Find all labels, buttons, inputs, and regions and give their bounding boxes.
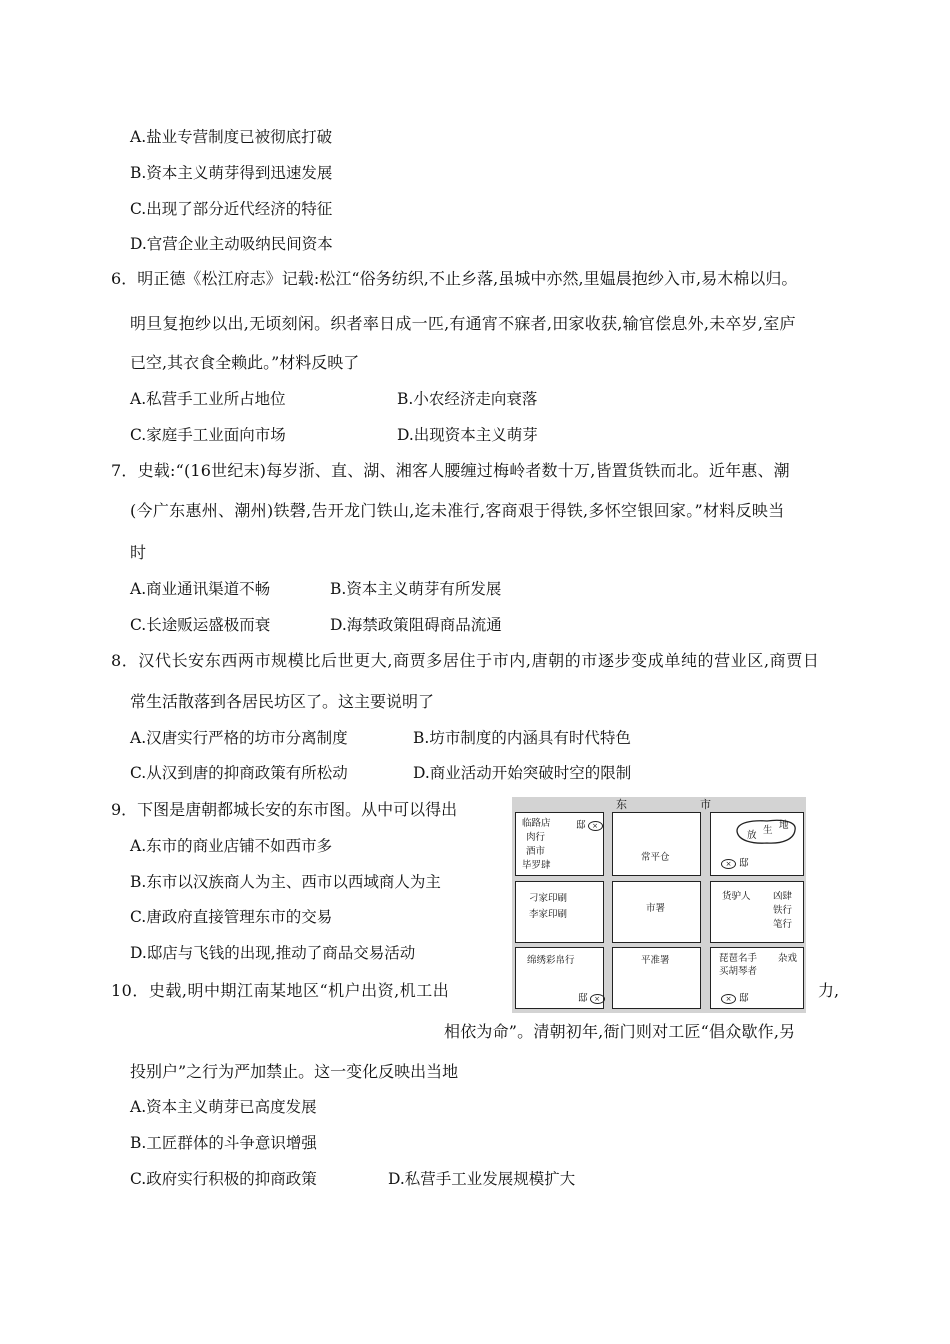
label-huolvren: 货驴人 xyxy=(722,891,751,902)
q5-option-b: B.资本主义萌芽得到迅速发展 xyxy=(130,164,333,182)
di-label: 邸 xyxy=(739,858,749,869)
label-changpingcang: 常平仓 xyxy=(641,852,670,863)
label-di: 地 xyxy=(779,820,789,831)
di-label: 邸 xyxy=(739,993,749,1004)
q7-stem-line3: 时 xyxy=(130,543,147,562)
q6-stem-line2: 明旦复抱纱以出,无顷刻闲。织者率日成一匹,有通宵不寐者,田家收获,输官偿息外,未卒岁,室庐 xyxy=(130,314,796,333)
block-changpingcang xyxy=(612,812,701,876)
label-pingzhunshu: 平准署 xyxy=(641,955,670,966)
label-tiehang: 铁行 xyxy=(773,905,793,916)
map-title-market: 市 xyxy=(700,798,711,811)
q8-option-a: A.汉唐实行严格的坊市分离制度 xyxy=(130,729,348,747)
di-label: 邸 xyxy=(576,820,586,831)
q7-option-a: A.商业通讯渠道不畅 xyxy=(130,580,271,598)
q7-stem-line2: (今广东惠州、潮州)铁磬,告开龙门铁山,迄未准行,客商艰于得铁,多怀空银回家。”材料反映当 xyxy=(130,501,785,520)
q10-stem-line1a: 10．史载,明中期江南某地区“机户出资,机工出 xyxy=(111,981,450,1000)
q10-option-a: A.资本主义萌芽已高度发展 xyxy=(130,1098,317,1116)
q5-option-c: C.出现了部分近代经济的特征 xyxy=(130,200,333,218)
q8-stem-line1: 8．汉代长安东西两市规模比后世更大,商贾多居住于市内,唐朝的市逐步变成单纯的营业区,商贾日 xyxy=(111,651,820,670)
didian-symbol-icon: × xyxy=(721,994,736,1004)
label-diaojia-printing: 刁家印刷 xyxy=(529,893,568,904)
didian-marker xyxy=(721,857,749,870)
q9-stem: 9．下图是唐朝都城长安的东市图。从中可以得出 xyxy=(111,800,458,819)
q10-stem-line1b: 力, xyxy=(818,981,840,1000)
q6-option-d: D.出现资本主义萌芽 xyxy=(397,426,538,444)
label-zaxi: 杂戏 xyxy=(778,953,798,964)
label-pipa-mingshou: 琵琶名手 xyxy=(719,953,758,964)
q6-stem-line1: 6．明正德《松江府志》记载:松江“俗务纺织,不止乡落,虽城中亦然,里媪晨抱纱入市,易木棉以归。 xyxy=(111,269,798,288)
q9-option-b: B.东市以汉族商人为主、西市以西域商人为主 xyxy=(130,873,441,891)
q9-option-d: D.邸店与飞钱的出现,推动了商品交易活动 xyxy=(130,944,416,962)
block-linludian xyxy=(515,812,604,876)
q6-option-b: B.小农经济走向衰落 xyxy=(397,390,538,408)
q7-option-b: B.资本主义萌芽有所发展 xyxy=(330,580,502,598)
di-label: 邸 xyxy=(578,993,588,1004)
block-shishu xyxy=(612,881,701,943)
q10-stem-line2: 相依为命”。清朝初年,衙门则对工匠“倡众歇作,另 xyxy=(444,1022,796,1041)
q6-stem-line3: 已空,其衣食全赖此。”材料反映了 xyxy=(130,353,360,372)
label-linludian: 临路店 xyxy=(522,818,551,829)
block-pipa xyxy=(710,947,804,1009)
label-bihang: 笔行 xyxy=(773,919,793,930)
q8-stem-line2: 常生活散落到各居民坊区了。这主要说明了 xyxy=(130,692,435,711)
q8-option-c: C.从汉到唐的抑商政策有所松动 xyxy=(130,764,348,782)
label-jinxiu-caibo: 绵绣彩帛行 xyxy=(527,955,575,966)
block-jinxiu xyxy=(515,947,604,1009)
didian-marker xyxy=(578,992,605,1005)
q9-option-c: C.唐政府直接管理东市的交易 xyxy=(130,908,333,926)
q6-option-a: A.私营手工业所占地位 xyxy=(130,390,286,408)
didian-symbol-icon: × xyxy=(588,821,603,831)
label-shishu: 市署 xyxy=(646,903,666,914)
label-mai-huqin: 买胡琴者 xyxy=(719,966,758,977)
q10-option-b: B.工匠群体的斗争意识增强 xyxy=(130,1134,317,1152)
q10-stem-line3: 投别户”之行为严加禁止。这一变化反映出当地 xyxy=(130,1062,459,1081)
q5-option-d: D.官营企业主动吸纳民间资本 xyxy=(130,235,333,253)
q7-option-d: D.海禁政策阻碍商品流通 xyxy=(330,616,502,634)
q10-option-c: C.政府实行积极的抑商政策 xyxy=(130,1170,317,1188)
q9-option-a: A.东市的商业店铺不如西市多 xyxy=(130,837,333,855)
east-market-map xyxy=(512,797,806,1013)
label-xiongsi: 凶肆 xyxy=(773,891,793,902)
label-rouhang: 肉行 xyxy=(526,832,546,843)
map-title-east: 东 xyxy=(616,798,627,811)
didian-marker xyxy=(576,819,603,832)
q7-stem-line1: 7．史载:“(16世纪末)每岁浙、直、湖、湘客人腰缠过梅岭者数十万,皆置货铁而北。近年惠、潮 xyxy=(111,461,790,480)
didian-symbol-icon: × xyxy=(721,859,736,869)
label-biluosi: 毕罗肆 xyxy=(522,860,551,871)
q8-option-b: B.坊市制度的内涵具有时代特色 xyxy=(413,729,631,747)
q10-option-d: D.私营手工业发展规模扩大 xyxy=(388,1170,576,1188)
label-sheng: 生 xyxy=(763,825,773,836)
block-fangshengdi xyxy=(710,812,804,876)
q8-option-d: D.商业活动开始突破时空的限制 xyxy=(413,764,632,782)
label-lijia-printing: 李家印刷 xyxy=(529,909,568,920)
label-jiushi: 酒市 xyxy=(526,846,546,857)
didian-symbol-icon: × xyxy=(590,994,605,1004)
q6-option-c: C.家庭手工业面向市场 xyxy=(130,426,286,444)
q5-option-a: A.盐业专营制度已被彻底打破 xyxy=(130,128,333,146)
block-printing xyxy=(515,881,604,943)
q7-option-c: C.长途贩运盛极而衰 xyxy=(130,616,271,634)
label-fang: 放 xyxy=(747,830,757,841)
block-huolvren xyxy=(710,881,804,943)
didian-marker xyxy=(721,992,749,1005)
block-pingzhunshu xyxy=(612,947,701,1009)
